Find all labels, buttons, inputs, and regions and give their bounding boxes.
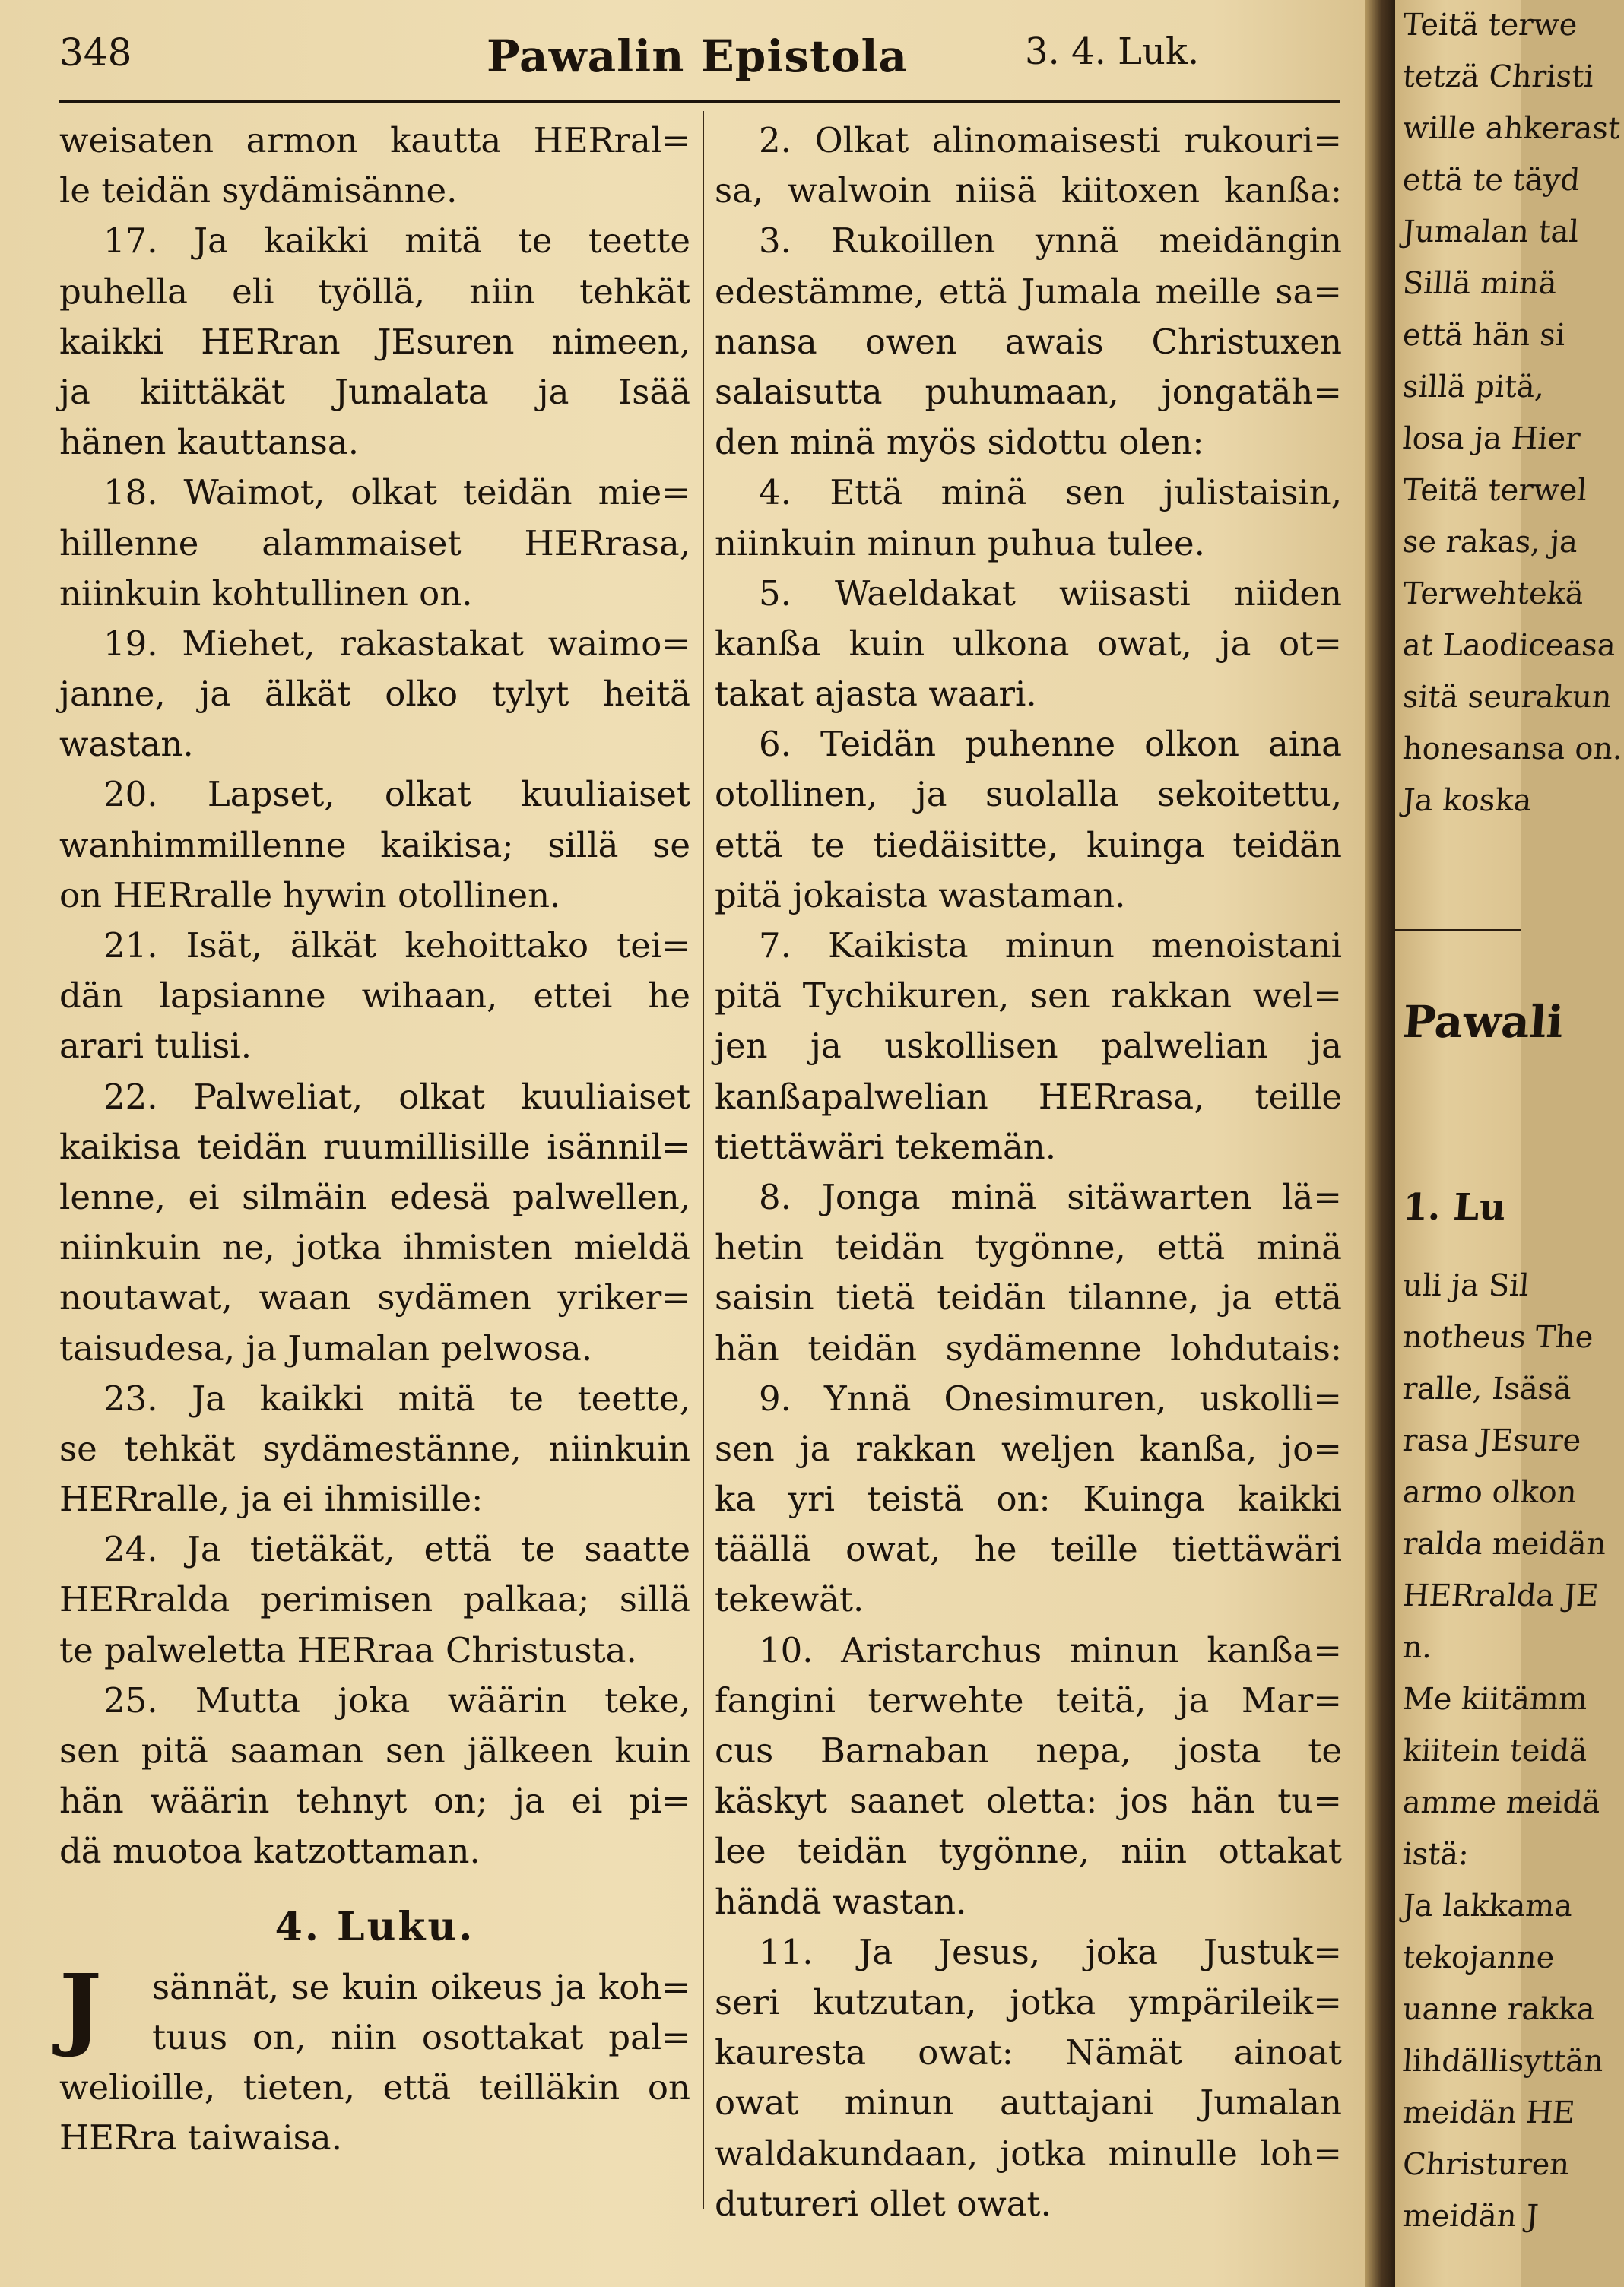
next-page-line: Teitä terwel xyxy=(1401,473,1588,508)
next-page-line: Jumalan tal xyxy=(1401,214,1581,249)
chapter-reference: 3. 4. Luk. xyxy=(1025,30,1200,73)
text-line: sen ja rakkan weljen kanßa, jo= xyxy=(715,1428,1342,1469)
text-line: dutureri ollet owat. xyxy=(715,2183,1051,2224)
text-line: den minä myös sidottu olen: xyxy=(715,422,1204,463)
text-line: edestämme, että Jumala meille sa= xyxy=(715,271,1342,312)
text-line: kanßa kuin ulkona owat, ja ot= xyxy=(715,623,1342,664)
verse-start-line: 19. Miehet, rakastakat waimo= xyxy=(103,623,690,664)
next-page-edge xyxy=(1395,0,1624,2287)
next-page-line: Me kiitämm xyxy=(1401,1682,1589,1717)
verse-start-line: 20. Lapset, olkat kuuliaiset xyxy=(103,774,690,815)
next-page-line: Christuren xyxy=(1401,2147,1571,2182)
text-line: tiettäwäri tekemän. xyxy=(715,1126,1057,1167)
text-line: tekewät. xyxy=(715,1579,864,1620)
drop-cap: J xyxy=(59,1953,102,2060)
verse-start-line: 23. Ja kaikki mitä te teette, xyxy=(103,1378,690,1419)
text-line: saisin tietä teidän tilanne, ja että xyxy=(715,1277,1342,1318)
text-line: sa, walwoin niisä kiitoxen kanßa: xyxy=(715,170,1342,211)
text-line: HERra taiwaisa. xyxy=(59,2117,342,2159)
chapter-opening xyxy=(59,1953,690,2164)
running-title: Pawalin Epistola xyxy=(487,30,909,82)
verse-start-line: 11. Ja Jesus, joka Justuk= xyxy=(759,1931,1342,1972)
text-line: pitä jokaista wastaman. xyxy=(715,874,1126,915)
text-line: owat minun auttajani Jumalan xyxy=(715,2082,1342,2124)
text-line: takat ajasta waari. xyxy=(715,674,1037,715)
text-line: puhella eli työllä, niin tehkät xyxy=(59,271,690,312)
text-line: käskyt saanet oletta: jos hän tu= xyxy=(715,1781,1342,1822)
text-line: te palweletta HERraa Christusta. xyxy=(59,1629,637,1670)
text-line: arari tulisi. xyxy=(59,1026,252,1067)
text-line: waldakundaan, jotka minulle loh= xyxy=(715,2133,1342,2174)
next-page-line: at Laodiceasa xyxy=(1401,628,1617,663)
verse-start-line: 22. Palweliat, olkat kuuliaiset xyxy=(103,1076,690,1117)
next-page-line: n. xyxy=(1401,1630,1434,1665)
text-line: dä muotoa katzottaman. xyxy=(59,1831,481,1872)
next-page-line: sitä seurakun xyxy=(1401,680,1613,715)
chapter-heading: 4. Luku. xyxy=(274,1903,475,1950)
text-line: HERralle, ja ei ihmisille: xyxy=(59,1479,484,1520)
next-page-line: meidän HE xyxy=(1401,2095,1577,2130)
text-line: niinkuin ne, jotka ihmisten mieldä xyxy=(59,1227,690,1268)
text-line: hän teidän sydämenne lohdutais: xyxy=(715,1327,1342,1369)
next-page-line: losa ja Hier xyxy=(1401,421,1582,456)
column-divider xyxy=(703,111,704,2209)
next-page-line: amme meidä xyxy=(1401,1785,1602,1820)
next-page-line: wille ahkerast xyxy=(1401,111,1622,146)
text-line: ja kiittäkät Jumalata ja Isää xyxy=(59,371,690,412)
text-line: händä wastan. xyxy=(715,1881,967,1922)
next-page-rule xyxy=(1395,929,1521,931)
text-line: salaisutta puhumaan, jongatäh= xyxy=(715,371,1342,412)
next-page-line: Terwehtekä xyxy=(1401,576,1585,611)
text-line: janne, ja älkät olko tylyt heitä xyxy=(59,674,690,715)
text-line: weisaten armon kautta HERral= xyxy=(59,120,690,160)
text-line: kanßapalwelian HERrasa, teille xyxy=(715,1076,1342,1117)
next-page-line: Sillä minä xyxy=(1401,266,1559,301)
text-line: seri kutzutan, jotka ympärileik= xyxy=(715,1981,1342,2022)
next-page-title: Pawali xyxy=(1400,996,1565,1048)
next-page-line: lihdällisyttän xyxy=(1401,2044,1605,2079)
verse-start-line: 17. Ja kaikki mitä te teette xyxy=(103,220,690,262)
next-page-line: notheus The xyxy=(1401,1320,1595,1355)
text-line: pitä Tychikuren, sen rakkan wel= xyxy=(715,975,1342,1017)
text-line: HERralda perimisen palkaa; sillä xyxy=(59,1579,690,1620)
next-page-chapter: 1. Lu xyxy=(1401,1186,1508,1229)
next-page-line: kiitein teidä xyxy=(1401,1733,1589,1768)
next-page-line: Teitä terwe xyxy=(1401,8,1579,43)
text-line: se tehkät sydämestänne, niinkuin xyxy=(59,1428,690,1469)
next-page-line: tetzä Christi xyxy=(1401,59,1595,94)
verse-start-line: 9. Ynnä Onesimuren, uskolli= xyxy=(759,1378,1342,1419)
next-page-line: Ja koska xyxy=(1401,783,1534,818)
header-rule xyxy=(59,100,1340,103)
text-line: tuus on, niin osottakat pal= xyxy=(152,2016,690,2057)
verse-start-line: 25. Mutta joka wäärin teke, xyxy=(103,1680,690,1721)
text-line: hänen kauttansa. xyxy=(59,422,359,463)
book-gutter xyxy=(1365,0,1395,2287)
text-line: cus Barnaban nepa, josta te xyxy=(715,1730,1342,1771)
text-line: sännät, se kuin oikeus ja koh= xyxy=(152,1966,690,2007)
text-line: le teidän sydämisänne. xyxy=(59,170,458,211)
verse-start-line: 24. Ja tietäkät, että te saatte xyxy=(103,1529,690,1570)
text-line: kaikisa teidän ruumillisille isännil= xyxy=(59,1126,690,1167)
next-page-line: HERralda JE xyxy=(1401,1578,1600,1613)
text-line: dän lapsianne wihaan, ettei he xyxy=(59,975,690,1017)
page-number: 348 xyxy=(59,30,132,75)
verse-start-line: 2. Olkat alinomaisesti rukouri= xyxy=(759,120,1342,160)
text-line: sen pitä saaman sen jälkeen kuin xyxy=(59,1730,690,1771)
text-line: hillenne alammaiset HERrasa, xyxy=(59,522,690,563)
next-page-line: Ja lakkama xyxy=(1401,1889,1574,1924)
next-page-line: armo olkon xyxy=(1401,1475,1578,1510)
text-line: kaikki HERran JEsuren nimeen, xyxy=(59,321,690,362)
text-line: täällä owat, he teille tiettäwäri xyxy=(715,1529,1342,1570)
text-line: on HERralle hywin otollinen. xyxy=(59,874,561,915)
next-page-line: tekojanne xyxy=(1401,1940,1556,1975)
text-line: welioille, tieten, että teilläkin on xyxy=(59,2067,690,2108)
text-line: jen ja uskollisen palwelian ja xyxy=(715,1026,1342,1067)
verse-start-line: 4. Että minä sen julistaisin, xyxy=(759,472,1342,513)
next-page-line: meidän J xyxy=(1401,2199,1540,2234)
verse-start-line: 18. Waimot, olkat teidän mie= xyxy=(103,472,690,513)
next-page-line: rasa JEsure xyxy=(1401,1423,1582,1458)
text-line: noutawat, waan sydämen yriker= xyxy=(59,1277,690,1318)
text-line: hän wäärin tehnyt on; ja ei pi= xyxy=(59,1781,690,1822)
next-page-line: se rakas, ja xyxy=(1401,525,1579,560)
text-line: niinkuin kohtullinen on. xyxy=(59,573,473,614)
text-line: nansa owen awais Christuxen xyxy=(715,321,1342,362)
text-line: lenne, ei silmäin edesä palwellen, xyxy=(59,1176,690,1217)
right-column xyxy=(715,116,1342,2229)
text-line: hetin teidän tygönne, että minä xyxy=(715,1227,1342,1268)
next-page-line: että te täyd xyxy=(1401,163,1581,198)
text-line: ka yri teistä on: Kuinga kaikki xyxy=(715,1479,1342,1520)
text-line: lee teidän tygönne, niin ottakat xyxy=(715,1831,1342,1872)
next-page-line: ralle, Isäsä xyxy=(1401,1372,1573,1407)
verse-start-line: 10. Aristarchus minun kanßa= xyxy=(759,1629,1342,1670)
verse-start-line: 7. Kaikista minun menoistani xyxy=(759,925,1342,966)
text-line: otollinen, ja suolalla sekoitettu, xyxy=(715,774,1342,815)
next-page-line: uli ja Sil xyxy=(1401,1268,1530,1303)
verse-start-line: 21. Isät, älkät kehoittako tei= xyxy=(103,925,690,966)
next-page-line: sillä pitä, xyxy=(1401,370,1546,404)
next-page-line: ralda meidän xyxy=(1401,1527,1608,1562)
text-line: taisudesa, ja Jumalan pelwosa. xyxy=(59,1327,593,1369)
verse-start-line: 5. Waeldakat wiisasti niiden xyxy=(759,573,1342,614)
text-line: wanhimmillenne kaikisa; sillä se xyxy=(59,824,690,865)
verse-start-line: 3. Rukoillen ynnä meidängin xyxy=(759,220,1342,262)
next-page-line: honesansa on. xyxy=(1401,731,1624,766)
next-page-line: että hän si xyxy=(1401,318,1567,353)
next-page-line: uanne rakka xyxy=(1401,1992,1597,2027)
left-column xyxy=(59,116,690,2163)
verse-start-line: 6. Teidän puhenne olkon aina xyxy=(759,724,1342,765)
text-line: että te tiedäisitte, kuinga teidän xyxy=(715,824,1342,865)
text-line: kauresta owat: Nämät ainoat xyxy=(715,2032,1342,2073)
next-page-line: istä: xyxy=(1401,1837,1470,1872)
text-line: fangini terwehte teitä, ja Mar= xyxy=(715,1680,1342,1721)
verse-start-line: 8. Jonga minä sitäwarten lä= xyxy=(759,1176,1342,1217)
text-line: niinkuin minun puhua tulee. xyxy=(715,522,1205,563)
text-line: wastan. xyxy=(59,724,194,765)
